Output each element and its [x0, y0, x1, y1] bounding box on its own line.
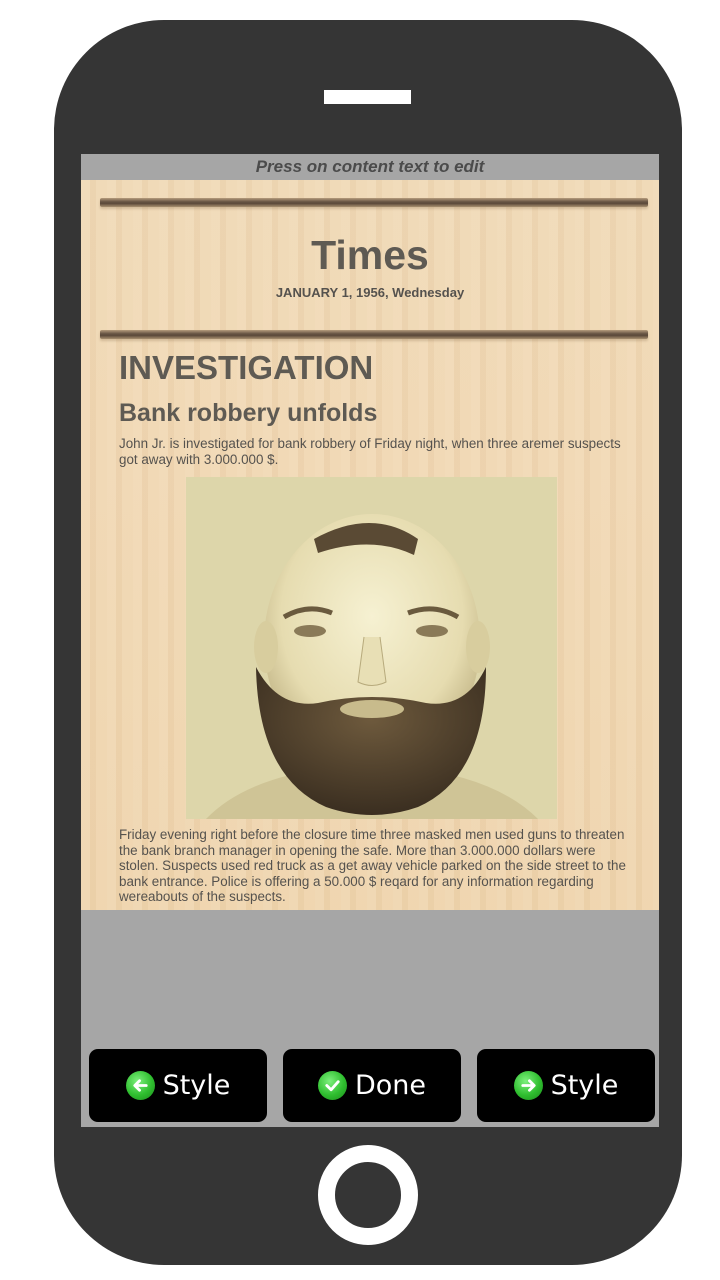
arrow-right-circle-icon	[514, 1071, 543, 1100]
home-button[interactable]	[318, 1145, 418, 1245]
newspaper-page	[81, 180, 659, 910]
section-title[interactable]: INVESTIGATION	[119, 349, 374, 386]
bottom-rule-divider	[100, 330, 648, 339]
top-rule-divider	[100, 198, 648, 207]
previous-style-button[interactable]	[89, 1049, 267, 1122]
arrow-left-circle-icon	[126, 1071, 155, 1100]
portrait-illustration	[186, 477, 557, 819]
speaker-slot	[324, 90, 411, 104]
previous-style-label: Style	[162, 1070, 231, 1101]
next-style-label: Style	[550, 1070, 619, 1101]
newspaper-dateline[interactable]: JANUARY 1, 1956, Wednesday	[275, 285, 465, 300]
article-photo[interactable]	[186, 477, 557, 819]
article-body[interactable]: Friday evening right before the closure time three masked men used guns to threaten the bank branch manager in opening the safe. More than 3.000.000 dollars were stolen. Suspects used red truck as a get away vehicle parked on the side street to the bank entrance. Police is offering a 50.000 $ reqard for any information regarding wereabouts of the suspects.	[119, 827, 626, 905]
next-style-button[interactable]	[477, 1049, 655, 1122]
newspaper-masthead[interactable]: Times	[311, 232, 429, 278]
article-lead[interactable]: John Jr. is investigated for bank robbery of Friday night, when three aremer suspects got away with 3.000.000 $.	[119, 436, 621, 467]
done-label: Done	[354, 1070, 427, 1101]
app-screen	[81, 154, 659, 1127]
done-button[interactable]	[283, 1049, 461, 1122]
check-circle-icon	[318, 1071, 347, 1100]
edit-hint: Press on content text to edit	[255, 157, 485, 176]
article-headline[interactable]: Bank robbery unfolds	[119, 399, 378, 427]
